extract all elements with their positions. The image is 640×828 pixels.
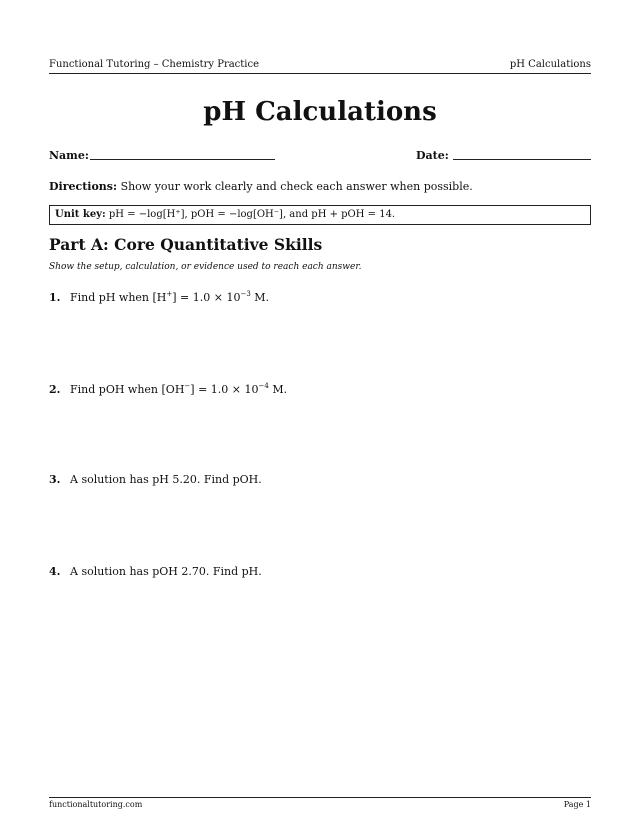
unit-key-box [49,205,591,225]
unit-key-text: pH = −log[H⁺], pOH = −log[OH⁻], and pH + pOH = 14. [108,209,396,220]
section-note: Show the setup, calculation, or evidence used to reach each answer. [49,262,362,272]
page-title: pH Calculations [203,97,437,127]
date-label: Date: [416,149,449,162]
question-number: 3. [49,473,61,486]
name-blank [90,159,275,160]
question-2 [49,383,287,397]
header-rule [49,73,591,74]
question-4 [49,565,262,579]
name-label: Name: [49,149,89,162]
footer-website: functionaltutoring.com [49,800,143,809]
date-blank [453,159,591,160]
directions-label: Directions: [49,180,118,193]
question-number: 1. [49,291,61,304]
footer-rule [49,797,591,798]
question-number: 4. [49,565,61,578]
directions [49,180,473,194]
directions-text: Show your work clearly and check each answer when possible. [120,180,473,193]
footer-page-number: Page 1 [563,800,591,809]
question-1 [49,291,269,305]
header-left: Functional Tutoring – Chemistry Practice [49,59,260,70]
question-number: 2. [49,383,61,396]
question-text: Find pOH when $[OH^-] = 1.0 \times 10^{-4}$ M. [70,382,288,396]
question-text: Find pH when $[H^+] = 1.0 \times 10^{-3}$ M. [70,290,270,304]
header-right: pH Calculations [509,59,591,70]
question-text: A solution has pOH 2.70. Find pH. [70,565,262,578]
question-text: A solution has pH 5.20. Find pOH. [70,473,262,486]
question-3 [49,473,262,487]
section-heading: Part A: Core Quantitative Skills [49,235,323,254]
unit-key-label: Unit key: [55,209,106,220]
